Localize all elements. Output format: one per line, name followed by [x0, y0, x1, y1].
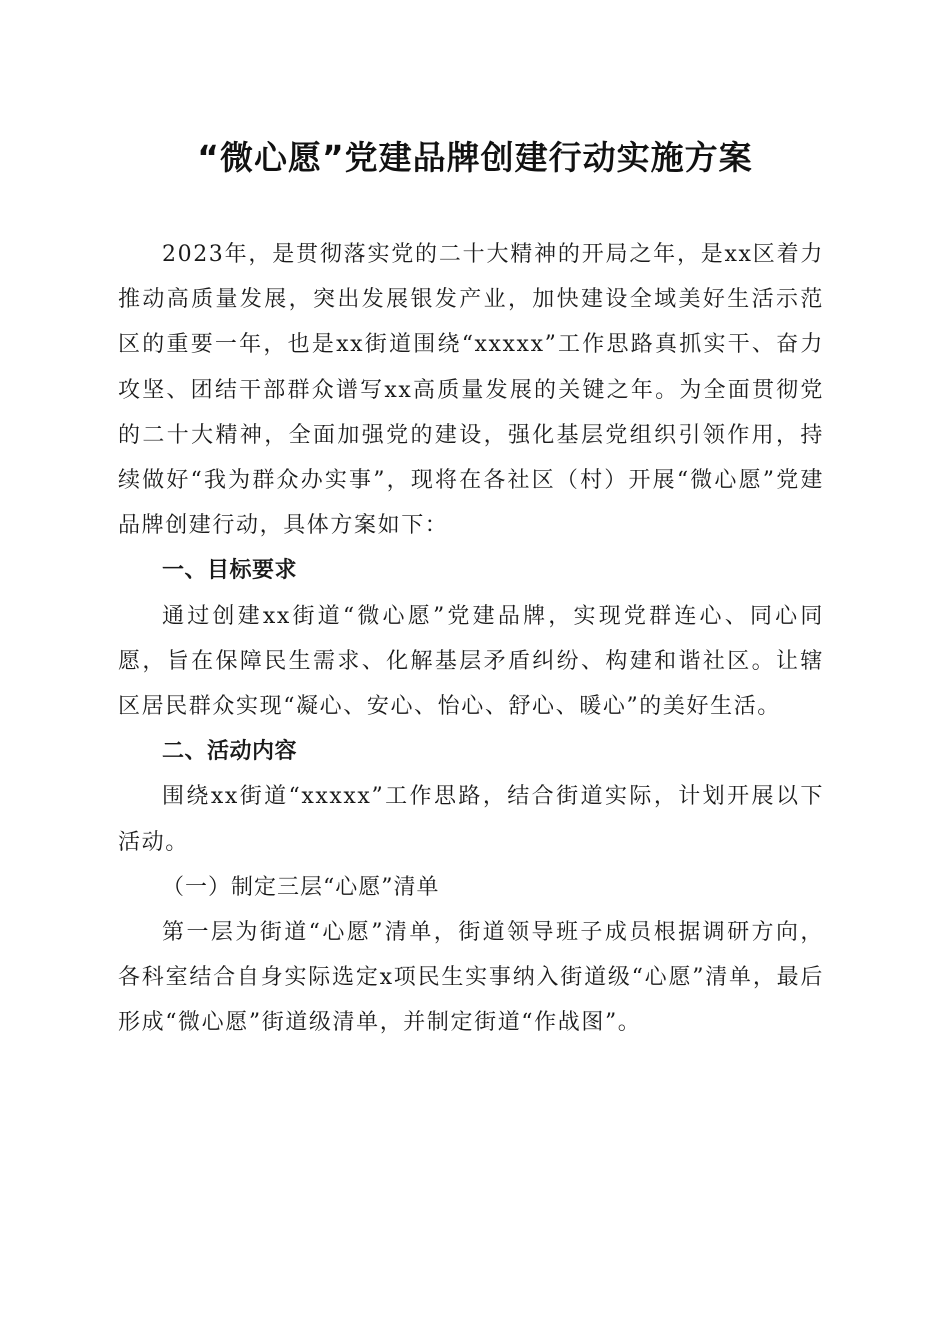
- activities-paragraph: 围绕xx街道“xxxxx”工作思路，结合街道实际，计划开展以下活动。: [118, 784, 824, 855]
- document-body: [118, 232, 824, 1046]
- document-title: “微心愿”党建品牌创建行动实施方案: [197, 138, 753, 177]
- goals-paragraph: 通过创建xx街道“微心愿”党建品牌，实现党群连心、同心同愿，旨在保障民生需求、化解基层矛盾纠纷、构建和谐社区。让辖区居民群众实现“凝心、安心、怡心、舒心、暖心”的美好生活。: [118, 603, 824, 720]
- subsection-heading-wish-list: （一）制定三层“心愿”清单: [162, 874, 440, 900]
- section-heading-activities: 二、活动内容: [162, 739, 298, 765]
- section-heading-goals: 一、目标要求: [162, 558, 298, 584]
- intro-paragraph: 2023年，是贯彻落实党的二十大精神的开局之年，是xx区着力推动高质量发展，突出发展银发产业，加快建设全域美好生活示范区的重要一年，也是xx街道围绕“xxxxx”工作思路真抓实干、奋力攻坚、团结干部群众谱写xx高质量发展的关键之年。为全面贯彻党的二十大精神，全面加强党的建设，强化基层党组织引领作用，持续做好“我为群众办实事”，现将在各社区（村）开展“微心愿”党建品牌创建行动，具体方案如下：: [118, 242, 824, 539]
- wish-list-paragraph: 第一层为街道“心愿”清单，街道领导班子成员根据调研方向，各科室结合自身实际选定x项民生实事纳入街道级“心愿”清单，最后形成“微心愿”街道级清单，并制定街道“作战图”。: [118, 920, 824, 1036]
